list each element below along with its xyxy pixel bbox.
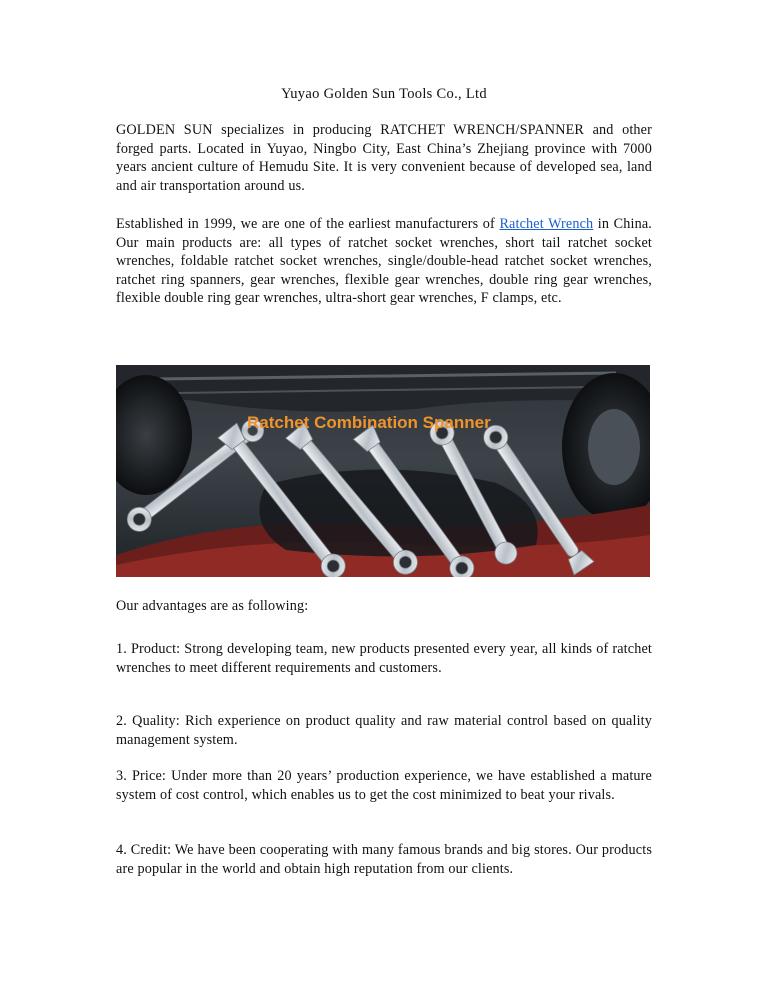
ratchet-spanner-photo-icon — [116, 365, 650, 577]
document-title: Yuyao Golden Sun Tools Co., Ltd — [281, 86, 487, 102]
product-banner-image — [116, 365, 650, 577]
advantage-item-price: 3. Price: Under more than 20 years’ production experience, we have established a mature system of cost control, which enables us to get the cost minimized to beat your rivals. — [116, 768, 652, 803]
advantages-heading: Our advantages are as following: — [116, 598, 309, 614]
ratchet-wrench-link[interactable]: Ratchet Wrench — [499, 216, 594, 232]
advantage-item-credit: 4. Credit: We have been cooperating with many famous brands and big stores. Our products are popular in the world and obtain high reputation from our clients. — [116, 842, 652, 877]
banner-caption: Ratchet Combination Spanner — [247, 413, 491, 432]
intro-paragraph: GOLDEN SUN specializes in producing RATCHET WRENCH/SPANNER and other forged parts. Located in Yuyao, Ningbo City, East China’s Zhejiang province with 7000 years ancient culture of Hemudu Site. It is very convenient because of developed sea, land and air transportation around us. — [116, 122, 652, 194]
products-text-rest: in China. Our main products are: all types of ratchet socket wrenches, short tail ratchet socket wrenches, foldable ratchet socket wrenches, single/double-head ratchet socket wrenches, ratchet ring spanners, gear wrenches, flexible gear wrenches, double ring gear wrenches, flexible double ring gear wrenches, ultra-short gear wrenches, F clamps, etc. — [116, 216, 652, 307]
advantage-item-quality: 2. Quality: Rich experience on product quality and raw material control based on quality management system. — [116, 713, 652, 748]
products-paragraph — [116, 215, 652, 308]
products-text-start: Established in 1999, we are one of the earliest manufacturers of — [116, 216, 500, 232]
advantage-item-product: 1. Product: Strong developing team, new products presented every year, all kinds of ratchet wrenches to meet different requirements and customers. — [116, 641, 652, 676]
